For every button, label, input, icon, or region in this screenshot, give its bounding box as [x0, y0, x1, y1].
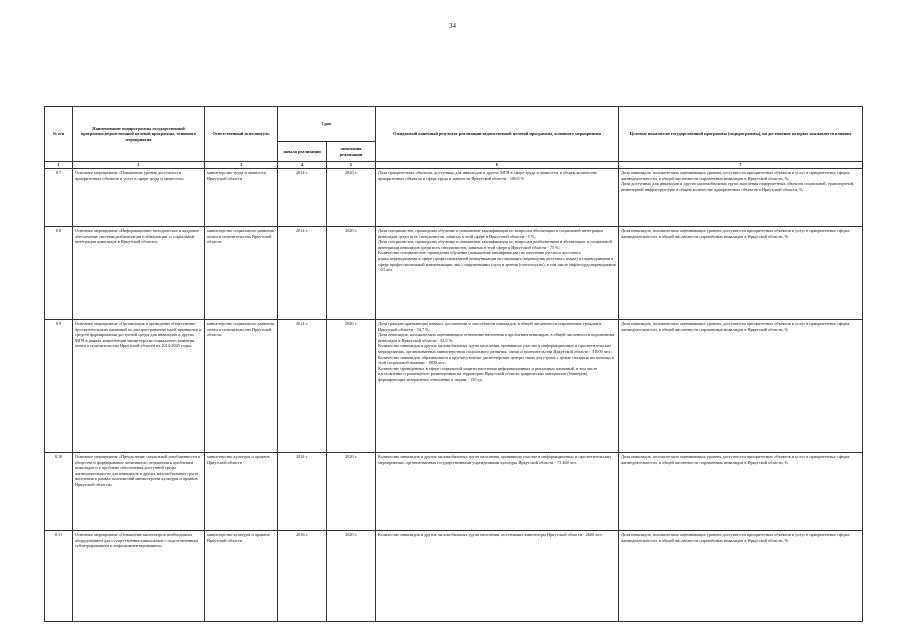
- executor: министерство труда и занятости Иркутской области: [205, 169, 278, 227]
- table-row: [45, 320, 863, 453]
- column-number: 6: [376, 162, 619, 169]
- expected-result: [376, 320, 619, 453]
- header-indicators: Целевые показатели государственной программы (подпрограммы), на достижение которых оказывается влияние: [619, 107, 863, 162]
- target-indicators: [619, 227, 863, 320]
- executor: министерство социального развития, опеки и попечительства Иркутской области: [205, 227, 278, 320]
- result-line: Количество инвалидов и других маломобильных групп населения, принявших участие в информационных и просветительских мероприятиях, организованных министерством социального развития, опеки и попечительства Иркутской области - 31000 чел.;: [378, 343, 613, 354]
- start-year: 2014 г.: [278, 453, 327, 531]
- measure-name: Основное мероприятие «Организация и проведение общественно-просветительских кампаний по распространению идей, принципов и средств формирования доступной среды для инвалидов и других МГН в рамках компетенции министерства социального развития, опеки и попечительства Иркутской области на 2014-2020 годы»: [73, 320, 205, 453]
- indicator-line: Доля инвалидов, положительно оценивающих уровень доступности приоритетных объектов и услуг в приоритетных сферах жизнедеятельности, в общей численности опрошенных инвалидов в Иркутской области, %: [621, 532, 850, 543]
- indicator-line: Доля инвалидов, положительно оценивающих уровень доступности приоритетных объектов и услуг в приоритетных сферах жизнедеятельности, в общей численности опрошенных инвалидов в Иркутской области, %: [621, 454, 850, 465]
- table-row: [45, 169, 863, 227]
- executor: министерство культуры и архивов Иркутской области: [205, 453, 278, 531]
- header-end: окончания реализации: [327, 142, 376, 162]
- header-name: Наименование подпрограммы государственной программы,ведомственной целевой программы, основного мероприятия: [73, 107, 205, 162]
- start-year: 2014 г.: [278, 320, 327, 453]
- target-indicators: [619, 531, 863, 622]
- indicator-line: Доля доступных для инвалидов и других маломобильных групп населения приоритетных объектов социальной, транспортной, инженерной инфраструктуры в общем количестве приоритетных объектов в Иркутской области, %: [621, 181, 855, 192]
- executor: министерство социального развития, опеки и попечительства Иркутской области: [205, 320, 278, 453]
- page-number: 34: [449, 22, 456, 30]
- indicator-line: Доля инвалидов, положительно оценивающих уровень доступности приоритетных объектов и услуг в приоритетных сферах жизнедеятельности, в общей численности опрошенных инвалидов в Иркутской области, %: [621, 321, 850, 332]
- expected-result: [376, 169, 619, 227]
- result-line: Количество инвалидов, обратившихся в круглосуточные диспетчерские центры связи для глухих с целью оказания им помощи в этой социальной помощи - 1890 чел.;: [378, 354, 614, 366]
- row-number: 8.8: [45, 227, 73, 320]
- column-number-row: [45, 162, 863, 169]
- header-term: Срок: [278, 107, 376, 142]
- column-number: 5: [327, 162, 376, 169]
- table-row: [45, 531, 863, 622]
- row-number: 8.11: [45, 531, 73, 622]
- indicator-line: Доля инвалидов, положительно оценивающих уровень доступности приоритетных объектов и услуг в приоритетных сферах жизнедеятельности, в общей численности опрошенных инвалидов в Иркутской области, %: [621, 228, 850, 239]
- result-line: Доля специалистов, прошедших обучение и повышение квалификации по вопросам абилитации и социальной интеграции инвалидов среди всех специалистов, занятых в этой сфере в Иркутской области - 5 %;: [378, 228, 603, 239]
- row-number: 8.10: [45, 453, 73, 531]
- result-line: Количество инвалидов и других маломобильных групп населения, посетивших кинотеатры Иркутской области - 2600 чел.: [378, 532, 603, 537]
- result-line: Количество специалистов, прошедших обучение (повышение квалификации) по изучению русского жестового языка,переводчиками в сфере профессиональной коммуникации неслышащих (переводчик жестового языка) и переводчиками в сфере профессиональной коммуникации лиц с нарушениями слуха и зрения (слепоглухих), в том числе тифлосурдопереводчиков - 63 чел: [378, 250, 616, 273]
- row-number: 8.7: [45, 169, 73, 227]
- expected-result: [376, 531, 619, 622]
- end-year: 2020 г.: [327, 169, 376, 227]
- start-year: 2014 г.: [278, 169, 327, 227]
- result-line: Доля специалистов, прошедших обучение и повышение квалификации по вопросам реабилитации и абилитации, и социальной интеграции инвалидов среди всех специалистов, занятых в этой сфере в Иркутской области - 75 %;: [378, 239, 612, 250]
- result-line: Доля инвалидов, положительно оценивающих отношение населения к проблемам инвалидов, в общей численности опрошенных инвалидов в Иркутской области - 52,5 %;: [378, 332, 615, 343]
- result-line: Количество инвалидов и других маломобильных групп населения, принявших участие в информационных и просветительских мероприятиях, организованных государственными учреждениями культуры Иркутской области - 73 460 чел.: [378, 454, 612, 465]
- executor: министерство культуры и архивов Иркутской области: [205, 531, 278, 622]
- measure-name: Основное мероприятие «Оснащение кинотеатров необходимым оборудованием для осуществления кинопоказов с подготовленным субтитрированием и тифлокомментированием»: [73, 531, 205, 622]
- program-table: [44, 106, 863, 622]
- measure-name: Основное мероприятие «Преодоление социальной разобщенности в обществе и формирование позитивного отношения к проблемам инвалидов и к проблеме обеспечения доступной среды жизнедеятельности для инвалидов и других маломобильных групп населения в рамках полномочий министерства культуры и архивов Иркутской области»: [73, 453, 205, 531]
- measure-name: Основное мероприятие «Информационно-методическое и кадровое обеспечение системы реабилитации и абилитации, и социальной интеграции инвалидов в Иркутской области»: [73, 227, 205, 320]
- expected-result: [376, 227, 619, 320]
- result-line: Количество проведенных в сфере социальной защиты населения информационных и рекламных кампаний, в том числе изготовление и размещение, размещенных на территории Иркутской области графических материалов (баннеров), формирующих толерантное отношение к людям - 150 ед.: [378, 365, 598, 382]
- header-executor: Ответственный исполнитель: [205, 107, 278, 162]
- target-indicators: [619, 169, 863, 227]
- column-number: 1: [45, 162, 73, 169]
- result-line: Доля граждан признающих навыки, достоинства и способности инвалидов, в общей численности опрошенных граждан в Иркутской области - 54,7 %;: [378, 321, 602, 332]
- header-num: № п/п: [45, 107, 73, 162]
- end-year: 2020 г.: [327, 531, 376, 622]
- column-number: 2: [73, 162, 205, 169]
- indicator-line: Доля инвалидов, положительно оценивающих уровень доступности приоритетных объектов и услуг в приоритетных сферах жизнедеятельности, в общей численности опрошенных инвалидов в Иркутской области, %;: [621, 170, 850, 181]
- end-year: 2020 г.: [327, 227, 376, 320]
- table-row: [45, 453, 863, 531]
- column-number: 7: [619, 162, 863, 169]
- measure-name: Основное мероприятие «Повышение уровня доступности приоритетных объектов и услуг в сфере труда и занятости»: [73, 169, 205, 227]
- start-year: 2016 г.: [278, 531, 327, 622]
- expected-result: [376, 453, 619, 531]
- column-number: 3: [205, 162, 278, 169]
- end-year: 2020 г.: [327, 320, 376, 453]
- row-number: 8.9: [45, 320, 73, 453]
- target-indicators: [619, 453, 863, 531]
- start-year: 2014 г.: [278, 227, 327, 320]
- table-row: [45, 227, 863, 320]
- target-indicators: [619, 320, 863, 453]
- header-result: Ожидаемый конечный результат реализации ведомственной целевой программы, основного мероприятия: [376, 107, 619, 162]
- end-year: 2020 г.: [327, 453, 376, 531]
- header-start: начала реализации: [278, 142, 327, 162]
- result-line: Доля приоритетных объектов, доступных для инвалидов и других МГН в сфере труда и занятости, в общем количестве приоритетных объектов в сфере труда и занятости Иркутской области - 100,0 %: [378, 170, 597, 181]
- column-number: 4: [278, 162, 327, 169]
